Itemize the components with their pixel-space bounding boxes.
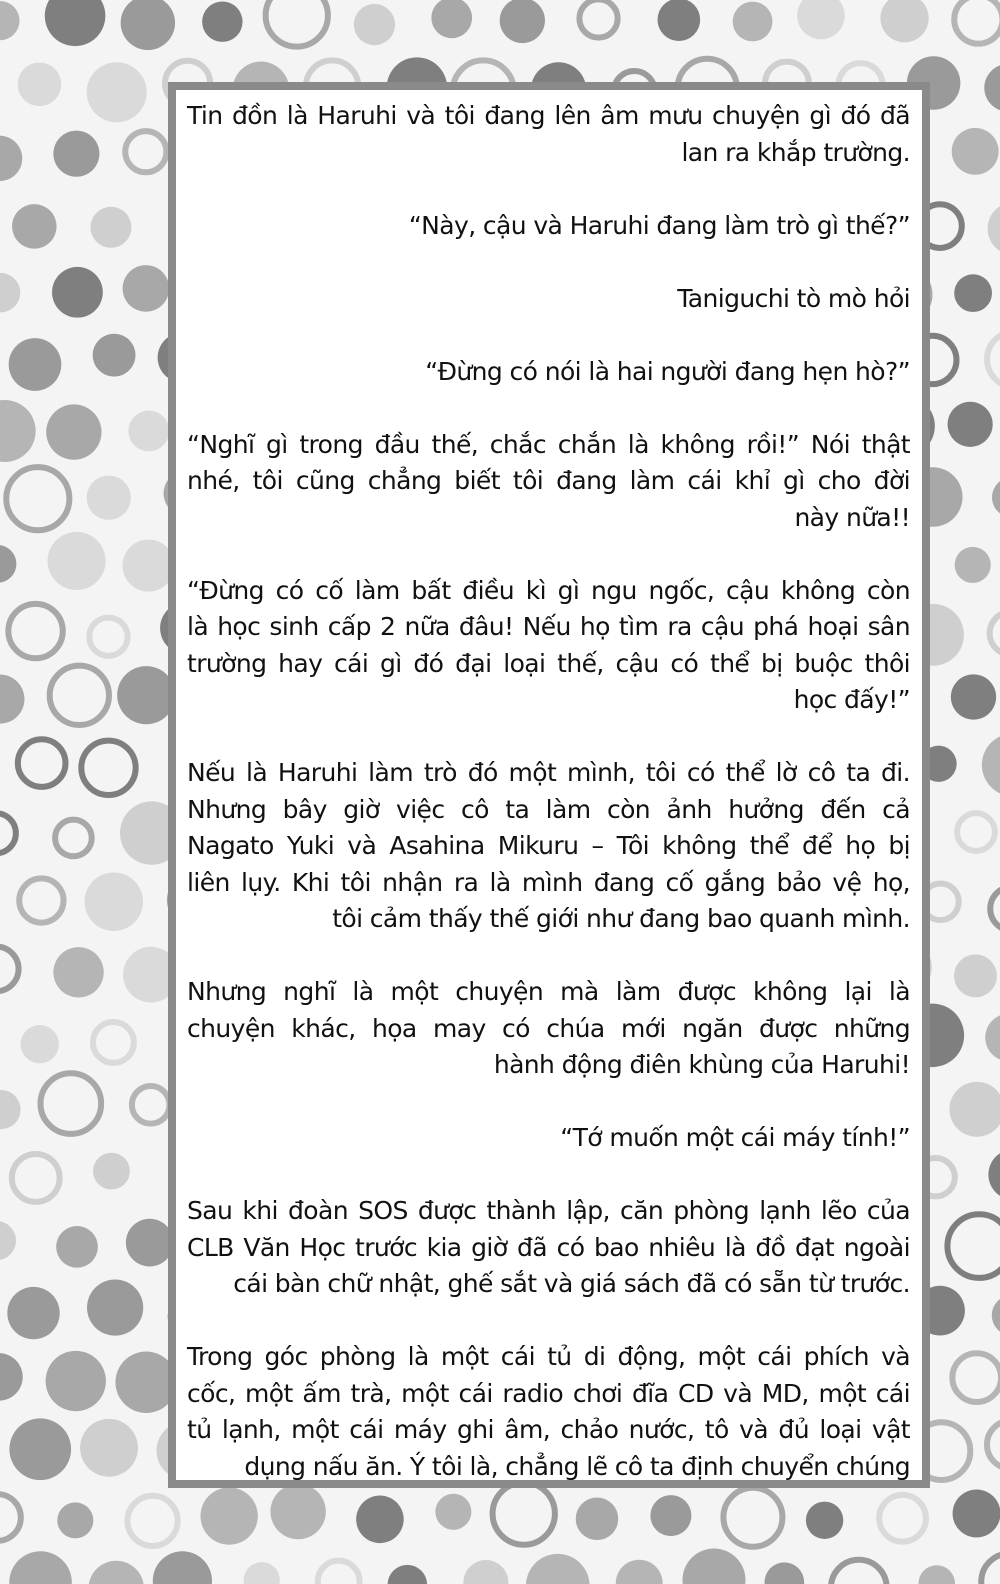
text-line: hành động điên khùng của Haruhi! bbox=[493, 1050, 910, 1079]
polka-dot bbox=[579, 0, 617, 38]
text-line: nhé, tôi cũng chẳng biết tôi đang làm cái khỉ gì cho đời bbox=[187, 466, 910, 495]
text-line: Trong góc phòng là một cái tủ di động, một cái phích và bbox=[187, 1342, 910, 1371]
paragraph-gap bbox=[187, 1157, 910, 1194]
paragraph bbox=[187, 1339, 910, 1485]
paragraph bbox=[187, 974, 910, 1084]
polka-dot bbox=[126, 1219, 174, 1267]
paragraph-gap bbox=[187, 244, 910, 281]
text-line: tủ lạnh, một cái máy ghi âm, chảo nước, tô và đủ loại vật bbox=[187, 1415, 910, 1444]
polka-dot bbox=[948, 402, 993, 447]
text-line: “Đừng có cố làm bất điều kì gì ngu ngốc, cậu không còn bbox=[187, 575, 910, 605]
polka-dot bbox=[123, 265, 170, 312]
paragraph-gap bbox=[187, 1303, 910, 1340]
text-line: trường hay cái gì đó đại loại thế, cậu có thể bị buộc thôi bbox=[187, 648, 910, 678]
text-line: chuyện khác, họa may có chúa mới ngăn được những bbox=[187, 1013, 910, 1043]
polka-dot bbox=[990, 612, 1000, 655]
paragraph bbox=[187, 208, 910, 245]
polka-dot bbox=[493, 1482, 555, 1544]
text-line: Nhưng bây giờ việc cô ta làm còn ảnh hưởng đến cả bbox=[187, 794, 910, 824]
polka-dot bbox=[18, 63, 62, 107]
text-line: cái bàn chữ nhật, ghế sắt và giá sách đã có sẵn từ trước. bbox=[233, 1269, 910, 1298]
polka-dot bbox=[121, 0, 175, 50]
polka-dot bbox=[41, 1073, 102, 1134]
polka-dot bbox=[7, 1287, 59, 1339]
polka-dot bbox=[81, 741, 135, 795]
polka-dot bbox=[244, 1562, 280, 1584]
paragraph-gap bbox=[187, 171, 910, 208]
polka-dot bbox=[431, 0, 472, 38]
polka-dot bbox=[992, 1295, 1000, 1336]
polka-dot bbox=[46, 404, 101, 459]
text-line: liên lụy. Khi tôi nhận ra là mình đang cố gắng bảo vệ họ, bbox=[187, 867, 910, 897]
text-line: dụng nấu ăn. Ý tôi là, chẳng lẽ cô ta định chuyển chúng bbox=[244, 1451, 910, 1481]
polka-dot bbox=[127, 1496, 177, 1546]
text-line: “Này, cậu và Haruhi đang làm trò gì thế?” bbox=[408, 210, 910, 240]
polka-dot bbox=[80, 1419, 138, 1477]
polka-dot bbox=[985, 1014, 1000, 1062]
polka-dot bbox=[132, 1086, 170, 1124]
polka-dot bbox=[93, 1153, 130, 1190]
polka-dot bbox=[683, 1548, 746, 1584]
text-line: lan ra khắp trường. bbox=[681, 137, 910, 167]
paragraph bbox=[187, 755, 910, 938]
polka-dot bbox=[984, 64, 1000, 112]
polka-dot bbox=[200, 1487, 257, 1544]
polka-dot bbox=[50, 666, 109, 725]
polka-dot bbox=[723, 1488, 782, 1547]
paragraph-gap bbox=[187, 1084, 910, 1121]
paragraph bbox=[187, 98, 910, 171]
polka-dot bbox=[90, 207, 131, 248]
polka-dot bbox=[947, 1214, 1000, 1278]
polka-dot bbox=[53, 131, 99, 177]
story-text bbox=[187, 98, 910, 1485]
polka-dot bbox=[125, 131, 166, 172]
polka-dot bbox=[48, 532, 106, 590]
polka-dot bbox=[122, 540, 174, 592]
text-line: Nagato Yuki và Asahina Mikuru – Tôi không thể để họ bị bbox=[187, 831, 910, 860]
polka-dot bbox=[949, 1082, 1000, 1137]
polka-dot bbox=[954, 274, 992, 312]
polka-dot bbox=[952, 1353, 1000, 1402]
polka-dot bbox=[952, 128, 999, 175]
polka-dot bbox=[6, 467, 69, 530]
polka-dot bbox=[576, 1498, 619, 1541]
text-line: Taniguchi tò mò hỏi bbox=[677, 283, 910, 313]
polka-dot bbox=[988, 202, 1000, 255]
text-line: học đấy!” bbox=[793, 685, 910, 714]
polka-dot bbox=[9, 1418, 71, 1480]
polka-dot bbox=[46, 1351, 106, 1411]
polka-dot bbox=[733, 2, 773, 42]
polka-dot bbox=[987, 331, 1000, 387]
polka-dot bbox=[0, 1, 20, 40]
polka-dot bbox=[87, 62, 147, 122]
polka-dot bbox=[982, 733, 1000, 796]
text-line: Nếu là Haruhi làm trò đó một mình, tôi có thể lờ cô ta đi. bbox=[187, 758, 910, 787]
polka-dot bbox=[21, 1025, 59, 1063]
polka-dot bbox=[880, 0, 928, 42]
polka-dot bbox=[0, 1090, 21, 1129]
text-line: tôi cảm thấy thế giới như đang bao quanh mình. bbox=[332, 904, 910, 933]
paragraph bbox=[187, 1193, 910, 1303]
polka-dot bbox=[435, 1494, 471, 1530]
text-line: là học sinh cấp 2 nữa đâu! Nếu họ tìm ra cậu phá hoại sân bbox=[187, 612, 910, 641]
polka-dot bbox=[8, 604, 62, 658]
polka-dot bbox=[88, 1561, 144, 1584]
polka-dot bbox=[153, 1551, 212, 1584]
polka-dot bbox=[388, 1565, 427, 1584]
polka-dot bbox=[0, 1353, 23, 1401]
polka-dot bbox=[45, 0, 106, 46]
text-line: CLB Văn Học trước kia giờ đã có bao nhiêu là đồ đạt ngoài bbox=[187, 1232, 910, 1262]
polka-dot bbox=[954, 0, 1000, 44]
text-line: “Tớ muốn một cái máy tính!” bbox=[560, 1123, 910, 1152]
polka-dot bbox=[0, 136, 22, 181]
polka-dot bbox=[87, 476, 131, 520]
text-frame bbox=[168, 82, 930, 1488]
paragraph-gap bbox=[187, 719, 910, 756]
polka-dot bbox=[56, 1226, 98, 1268]
polka-dot bbox=[957, 813, 995, 851]
polka-dot bbox=[954, 954, 997, 997]
polka-dot bbox=[879, 1495, 926, 1542]
polka-dot bbox=[55, 820, 92, 857]
polka-dot bbox=[89, 618, 127, 656]
polka-dot bbox=[12, 204, 57, 249]
polka-dot bbox=[987, 1421, 1000, 1469]
polka-dot bbox=[797, 0, 845, 39]
polka-dot bbox=[9, 338, 62, 391]
polka-dot bbox=[992, 477, 1000, 517]
polka-dot bbox=[0, 545, 16, 583]
polka-dot bbox=[951, 674, 996, 719]
polka-dot bbox=[500, 0, 545, 43]
polka-dot bbox=[955, 547, 991, 583]
polka-dot bbox=[18, 739, 66, 787]
polka-dot bbox=[616, 1560, 663, 1584]
polka-dot bbox=[19, 878, 63, 922]
text-line: này nữa!! bbox=[794, 502, 910, 532]
text-line: Sau khi đoàn SOS được thành lập, căn phòng lạnh lẽo của bbox=[187, 1196, 910, 1225]
paragraph-gap bbox=[187, 317, 910, 354]
paragraph-gap bbox=[187, 536, 910, 573]
polka-dot bbox=[806, 1502, 843, 1539]
text-line: Tin đồn là Haruhi và tôi đang lên âm mưu chuyện gì đó đã bbox=[187, 101, 910, 130]
polka-dot bbox=[354, 4, 395, 45]
polka-dot bbox=[658, 0, 701, 41]
polka-dot bbox=[0, 675, 24, 724]
polka-dot bbox=[57, 1502, 93, 1538]
text-line: cốc, một ấm trà, một cái radio chơi đĩa CD và MD, một cái bbox=[187, 1378, 910, 1408]
polka-dot bbox=[918, 1565, 955, 1584]
polka-dot bbox=[990, 887, 1000, 931]
polka-dot bbox=[202, 2, 242, 42]
polka-dot bbox=[266, 0, 328, 47]
paragraph-gap bbox=[187, 390, 910, 427]
polka-dot bbox=[0, 400, 36, 462]
paragraph-gap bbox=[187, 938, 910, 975]
paragraph bbox=[187, 573, 910, 719]
polka-dot bbox=[953, 1490, 1000, 1538]
polka-dot bbox=[270, 1484, 325, 1539]
paragraph bbox=[187, 354, 910, 391]
text-line: Nhưng nghĩ là một chuyện mà làm được không lại là bbox=[187, 977, 910, 1006]
text-line: “Nghĩ gì trong đầu thế, chắc chắn là không rồi!” Nói thật bbox=[187, 429, 910, 459]
polka-dot bbox=[0, 813, 16, 853]
polka-dot bbox=[0, 947, 19, 992]
paragraph bbox=[187, 1120, 910, 1157]
polka-dot bbox=[318, 1561, 360, 1584]
polka-dot bbox=[0, 1221, 16, 1260]
polka-dot bbox=[356, 1496, 404, 1544]
text-line: “Đừng có nói là hai người đang hẹn hò?” bbox=[425, 356, 910, 386]
paragraph bbox=[187, 281, 910, 318]
polka-dot bbox=[93, 334, 136, 377]
polka-dot bbox=[526, 1554, 590, 1584]
polka-dot bbox=[117, 666, 175, 724]
polka-dot bbox=[988, 1149, 1000, 1200]
polka-dot bbox=[9, 1551, 72, 1584]
polka-dot bbox=[650, 1495, 691, 1536]
paragraph bbox=[187, 427, 910, 537]
polka-dot bbox=[85, 872, 144, 931]
polka-dot bbox=[0, 273, 20, 312]
polka-dot bbox=[128, 411, 169, 452]
polka-dot bbox=[93, 1022, 134, 1063]
polka-dot bbox=[0, 1494, 21, 1541]
polka-dot bbox=[831, 1560, 887, 1584]
polka-dot bbox=[52, 267, 103, 318]
polka-dot bbox=[981, 1554, 1000, 1584]
polka-dot bbox=[87, 1279, 143, 1335]
polka-dot bbox=[765, 1562, 805, 1584]
polka-dot bbox=[12, 1154, 60, 1202]
polka-dot bbox=[53, 947, 103, 997]
polka-dot bbox=[463, 1560, 508, 1584]
